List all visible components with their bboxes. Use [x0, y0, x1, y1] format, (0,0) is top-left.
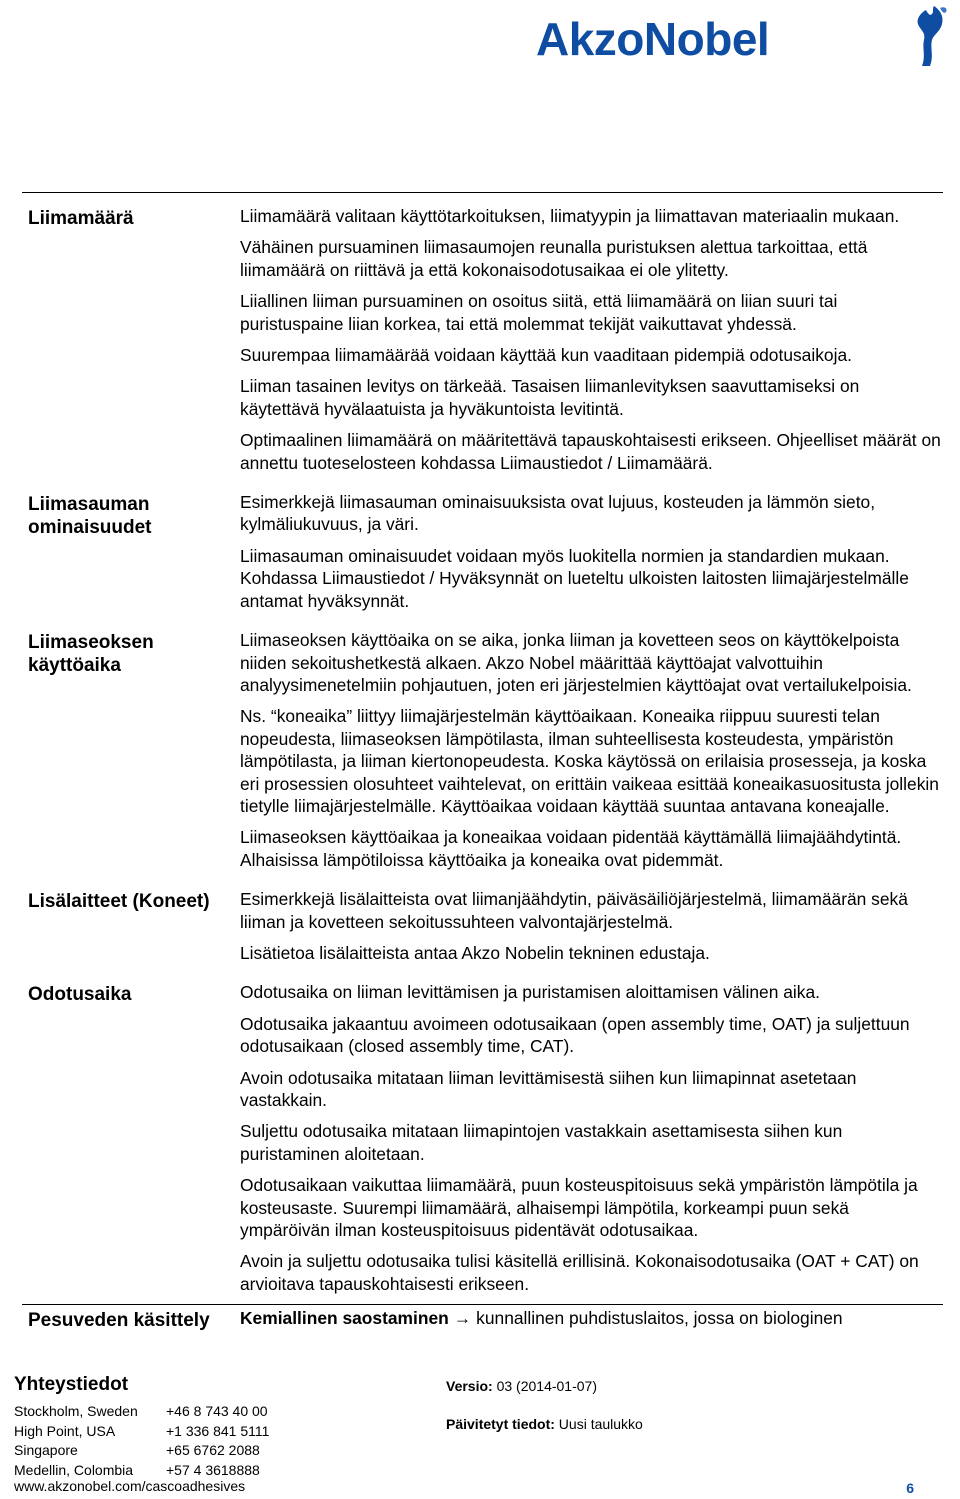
version-info: [446, 1378, 597, 1394]
section-body: [224, 629, 943, 880]
contact-phone: +1 336 841 5111: [166, 1422, 270, 1439]
section-row: [22, 973, 943, 1304]
section-body: [224, 491, 943, 621]
logo-text: AkzoNobel: [536, 13, 770, 65]
section-paragraph: Suurempaa liimamäärää voidaan käyttää kun vaaditaan pidempiä odotusaikoja.: [240, 345, 852, 366]
section-paragraph: Esimerkkejä liimasauman ominaisuuksista ovat lujuus, kosteuden ja lämmön sieto, kylmäliukuvuus, ja väri.: [240, 492, 876, 535]
section-paragraph: Avoin ja suljettu odotusaika tulisi käsitellä erillisinä. Kokonaisodotusaika (OAT + CAT) on arvioitava tapauskohtaisesti erikseen.: [240, 1251, 919, 1294]
section-body: [224, 1307, 943, 1332]
updated-info: [446, 1416, 643, 1432]
tall-man-figure-icon: [904, 4, 950, 68]
contact-row: [14, 1422, 269, 1442]
section-paragraph: Odotusaika jakaantuu avoimeen odotusaikaan (open assembly time, OAT) ja suljettuun odotusaikaan (closed assembly time, CAT).: [240, 1013, 910, 1057]
section-paragraph: Liimamäärä valitaan käyttötarkoituksen, liimatyypin ja liimattavan materiaalin mukaan.: [240, 206, 900, 226]
section-paragraph: Liiman tasainen levitys on tärkeää. Tasaisen liimanlevityksen saavuttamiseksi on käytettävä hyvälaatuista ja hyväkuntoista levitintä.: [240, 376, 860, 419]
version-value: 03 (2014-01-07): [496, 1378, 597, 1394]
content-table: [22, 192, 943, 1332]
section-paragraph: Liimasauman ominaisuudet voidaan myös luokitella normien ja standardien mukaan. Kohdassa Liimaustiedot / Hyväksynnät on lueteltu ulkoisten laitosten liimajärjestelmälle antamat hyväksynnät.: [240, 545, 909, 611]
section-paragraph: Liimaseoksen käyttöaika on se aika, jonka liiman ja kovetteen seos on käyttökelpoista niiden sekoitushetkestä alkaen. Akzo Nobel määrittää käyttöajat valvottuihin analyysimenetelmiin pohjautuen, joten eri järjestelmien käyttöajat ovat vertailukelpoisia.: [240, 630, 912, 695]
section-row: [22, 193, 943, 483]
section-body: [224, 888, 943, 973]
section-row: [22, 880, 943, 973]
section-label: Liimamäärä: [28, 208, 134, 229]
contact-title: Yhteystiedot: [14, 1374, 129, 1395]
section-row-wastewater: [22, 1304, 943, 1332]
section-paragraph: Vähäinen pursuaminen liimasaumojen reunalla puristuksen alettua tarkoittaa, että liimamäärä on riittävä ja että kokonaisodotusaikaa ei ole ylitetty.: [240, 237, 868, 280]
contact-row: [14, 1402, 269, 1422]
version-label: Versio:: [446, 1378, 493, 1394]
section-paragraph: Lisätietoa lisälaitteista antaa Akzo Nobelin tekninen edustaja.: [240, 942, 710, 963]
contact-phone: +65 6762 2088: [166, 1442, 260, 1458]
website-link[interactable]: www.akzonobel.com/cascoadhesives: [14, 1478, 246, 1494]
contact-city: Stockholm, Sweden: [14, 1403, 138, 1419]
akzonobel-logo: [536, 4, 956, 68]
section-label: Lisälaitteet (Koneet): [28, 891, 210, 913]
page-number: 6: [906, 1480, 914, 1496]
section-paragraph: [240, 1307, 943, 1329]
contact-city: High Point, USA: [14, 1422, 116, 1439]
contact-city: Singapore: [14, 1442, 78, 1458]
section-row: [22, 621, 943, 880]
section-paragraph: Liimaseoksen käyttöaikaa ja koneaikaa voidaan pidentää käyttämällä liimajäähdytintä. Alhaisissa lämpötiloissa käyttöaika ja koneaika ovat pidemmät.: [240, 827, 902, 870]
right-arrow-icon: →: [453, 1308, 472, 1329]
section-label: Liimasauman ominaisuudet: [28, 494, 152, 539]
contact-phone: +57 4 3618888: [166, 1461, 260, 1478]
contact-row: [14, 1441, 269, 1461]
contact-phone: +46 8 743 40 00: [166, 1403, 268, 1419]
section-paragraph: Avoin odotusaika mitataan liiman levittämisestä siihen kun liimapinnat asetetaan vastakkain.: [240, 1067, 857, 1110]
section-row: [22, 483, 943, 621]
section-paragraph: Odotusaika on liiman levittämisen ja puristamisen aloittamisen välinen aika.: [240, 982, 820, 1003]
section-paragraph: Liiallinen liiman pursuaminen on osoitus siitä, että liimamäärä on liian suuri tai puristuspaine liian korkea, tai että molemmat tekijät vaikuttavat yhdessä.: [240, 291, 838, 334]
updated-label: Päivitetyt tiedot:: [446, 1416, 555, 1432]
updated-value: Uusi taulukko: [558, 1416, 643, 1432]
section-label: Liimaseoksen käyttöaika: [28, 632, 154, 677]
bold-term: Kemiallinen saostaminen: [240, 1308, 449, 1329]
section-body: [224, 205, 943, 483]
footer: [14, 1374, 944, 1498]
section-paragraph: Esimerkkejä lisälaitteista ovat liimanjäähdytin, päiväsäiliöjärjestelmä, liimamäärän sekä liiman ja kovetteen sekoitussuhteen valvontajärjestelmä.: [240, 889, 908, 932]
section-label: Odotusaika: [28, 984, 132, 1006]
section-body: [224, 981, 943, 1304]
contact-city: Medellin, Colombia: [14, 1461, 134, 1478]
section-paragraph: Odotusaikaan vaikuttaa liimamäärä, puun kosteuspitoisuus sekä ympäristön lämpötila ja kosteusaste. Suurempi liimamäärä, alhaisempi lämpötila, korkeampi puun sekä ympäröivän ilman kosteuspitoisuus pidentävät odotusaikaa.: [240, 1175, 918, 1241]
section-paragraph: Ns. “koneaika” liittyy liimajärjestelmän käyttöaikaan. Koneaika riippuu suuresti telan nopeudesta, liimaseoksen lämpötilasta, ilman suhteellisesta kosteudesta, ympäristön lämpötilasta, ja liiman kiertonopeudesta. Koska käytössä on erilaisia prosesseja, ja koska eri prosessien olosuhteet vaihtelevat, on erittäin vaikeaa esittää koneaikasuositusta jollekin tietylle liimajärjestelmälle. Käyttöaikaa voidaan käyttää suuntaa antavana koneajalle.: [240, 706, 939, 816]
section-label: Pesuveden käsittely: [28, 1310, 210, 1332]
section-paragraph: Optimaalinen liimamäärä on määritettävä tapauskohtaisesti erikseen. Ohjeelliset määrät on annettu tuoteselosteen kohdassa Liimaustiedot / Liimamäärä.: [240, 430, 941, 473]
paragraph-text: kunnallinen puhdistuslaitos, jossa on biologinen: [476, 1308, 843, 1329]
contact-list: [14, 1402, 269, 1480]
section-paragraph: Suljettu odotusaika mitataan liimapintojen vastakkain asettamisesta siihen kun puristaminen aloitetaan.: [240, 1121, 843, 1164]
